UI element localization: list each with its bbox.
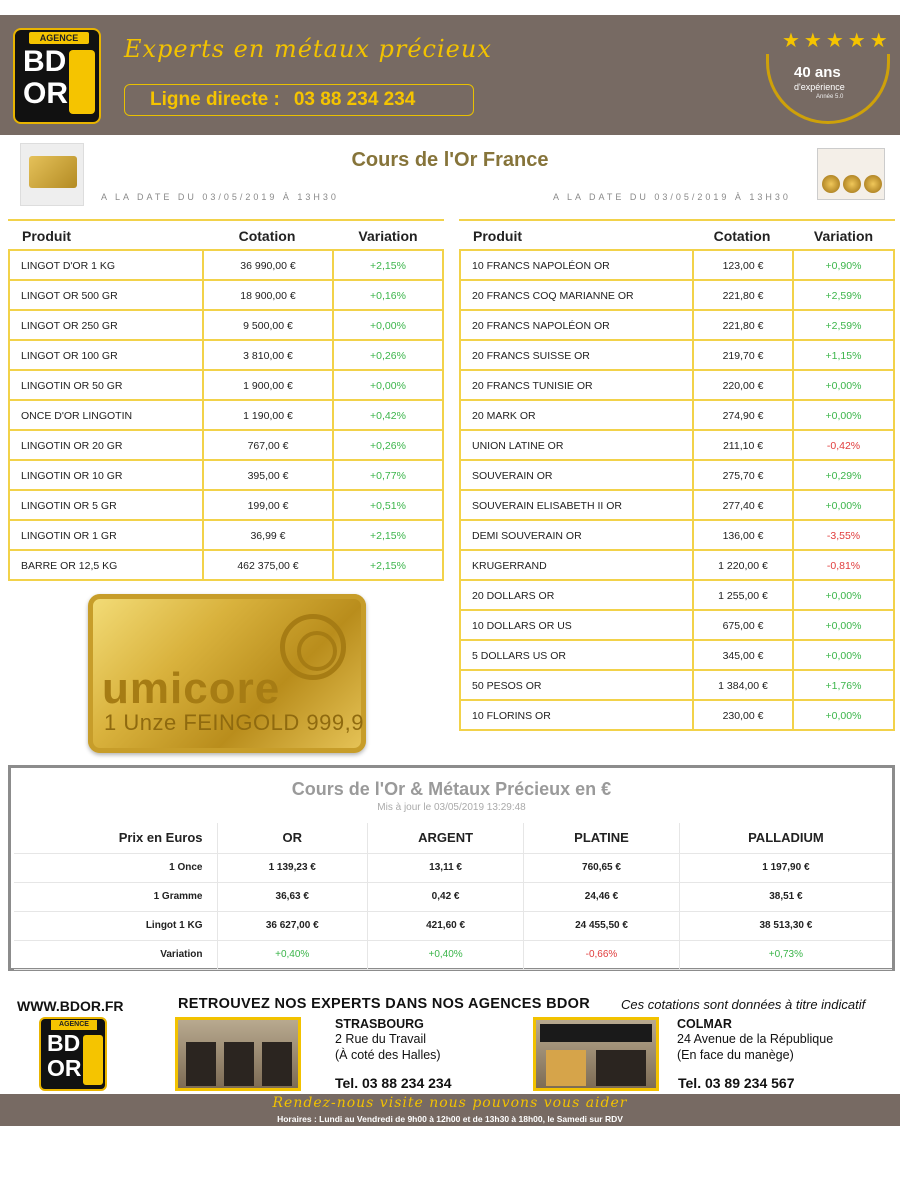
gold-bar-inscription: 1 Unze FEINGOLD 999,9 xyxy=(104,710,364,735)
product-name: 20 DOLLARS OR xyxy=(459,581,692,611)
colmar-address-line1: 24 Avenue de la République xyxy=(677,1032,834,1046)
colmar-city: COLMAR xyxy=(677,1017,732,1031)
product-name: 10 FRANCS NAPOLÉON OR xyxy=(459,251,692,281)
badge-years: 40 ans xyxy=(794,64,841,81)
metals-header-row xyxy=(14,823,892,853)
product-price: 274,90 € xyxy=(692,401,792,431)
table-row xyxy=(8,491,444,521)
product-name: DEMI SOUVERAIN OR xyxy=(459,521,692,551)
col-header-price: Cotation xyxy=(713,228,771,244)
gold-coin-icon xyxy=(843,175,861,193)
product-variation: +0,00% xyxy=(792,641,895,671)
umicore-spiral-icon xyxy=(280,614,346,680)
website-link[interactable]: WWW.BDOR.FR xyxy=(17,998,124,1014)
cell-value: 760,65 € xyxy=(524,853,680,882)
table-row xyxy=(8,521,444,551)
product-price: 1 384,00 € xyxy=(692,671,792,701)
cell-value: 36 627,00 € xyxy=(217,911,367,940)
table-row xyxy=(459,401,895,431)
product-variation: +0,26% xyxy=(332,341,444,371)
logo-agence-label: AGENCE xyxy=(51,1020,97,1030)
stars-icon: ★★★★★ xyxy=(782,30,892,52)
product-name: LINGOTIN OR 1 GR xyxy=(8,521,202,551)
metals-title: Cours de l'Or & Métaux Précieux en € xyxy=(291,779,612,799)
product-variation: +0,00% xyxy=(792,581,895,611)
coins-price-table xyxy=(459,219,895,731)
table-header xyxy=(8,221,444,251)
table-row xyxy=(8,371,444,401)
table-row xyxy=(459,281,895,311)
product-price: 230,00 € xyxy=(692,701,792,731)
product-name: LINGOTIN OR 50 GR xyxy=(8,371,202,401)
product-variation: +0,29% xyxy=(792,461,895,491)
product-variation: +0,00% xyxy=(792,701,895,731)
cell-value: 1 139,23 € xyxy=(217,853,367,882)
product-price: 675,00 € xyxy=(692,611,792,641)
product-variation: +2,15% xyxy=(332,521,444,551)
product-name: 10 DOLLARS OR US xyxy=(459,611,692,641)
product-variation: -0,81% xyxy=(792,551,895,581)
product-price: 123,00 € xyxy=(692,251,792,281)
product-name: KRUGERRAND xyxy=(459,551,692,581)
strasbourg-address-line2: (À coté des Halles) xyxy=(335,1048,441,1062)
table-row xyxy=(459,461,895,491)
disclaimer: Ces cotations sont données à titre indicatif xyxy=(621,997,866,1012)
product-name: 20 FRANCS TUNISIE OR xyxy=(459,371,692,401)
footer-banner xyxy=(0,1094,900,1126)
col-header-variation: Variation xyxy=(813,228,874,244)
product-price: 36 990,00 € xyxy=(202,251,332,281)
product-variation: +0,26% xyxy=(332,431,444,461)
metals-col-or: OR xyxy=(217,823,367,853)
product-variation: +0,90% xyxy=(792,251,895,281)
logo-or-text: OR xyxy=(47,1055,82,1081)
cell-value: 0,42 € xyxy=(367,882,523,911)
logo-gold-bar-icon xyxy=(69,50,95,114)
col-header-product: Produit xyxy=(22,228,71,244)
product-price: 136,00 € xyxy=(692,521,792,551)
table-row xyxy=(8,281,444,311)
variation-value: +0,73% xyxy=(679,940,892,969)
metals-updated: Mis à jour le 03/05/2019 13:29:48 xyxy=(377,802,526,813)
table-row xyxy=(8,251,444,281)
row-label: 1 Once xyxy=(14,853,217,882)
product-name: BARRE OR 12,5 KG xyxy=(8,551,202,581)
product-price: 3 810,00 € xyxy=(202,341,332,371)
row-label: Variation xyxy=(14,940,217,969)
direct-line-box[interactable] xyxy=(124,84,474,116)
row-label: 1 Gramme xyxy=(14,882,217,911)
product-price: 221,80 € xyxy=(692,281,792,311)
metals-row-once xyxy=(14,853,892,882)
col-header-variation: Variation xyxy=(358,228,418,244)
product-variation: +2,59% xyxy=(792,281,895,311)
product-name: 50 PESOS OR xyxy=(459,671,692,701)
product-name: 5 DOLLARS US OR xyxy=(459,641,692,671)
direct-line-number[interactable]: 03 88 234 234 xyxy=(293,89,416,110)
col-header-price: Cotation xyxy=(238,228,296,244)
cell-value: 36,63 € xyxy=(217,882,367,911)
table-row xyxy=(459,581,895,611)
product-name: 20 MARK OR xyxy=(459,401,692,431)
product-price: 221,80 € xyxy=(692,311,792,341)
table-row xyxy=(8,311,444,341)
product-name: SOUVERAIN OR xyxy=(459,461,692,491)
experience-badge xyxy=(766,28,890,128)
cell-value: 1 197,90 € xyxy=(679,853,892,882)
product-price: 345,00 € xyxy=(692,641,792,671)
variation-value: +0,40% xyxy=(217,940,367,969)
coins-thumbnail xyxy=(817,148,885,200)
product-name: LINGOTIN OR 5 GR xyxy=(8,491,202,521)
product-variation: +0,00% xyxy=(792,491,895,521)
product-price: 275,70 € xyxy=(692,461,792,491)
header-banner xyxy=(0,15,900,135)
product-name: LINGOT OR 250 GR xyxy=(8,311,202,341)
table-row xyxy=(459,431,895,461)
product-variation: +2,15% xyxy=(332,251,444,281)
product-variation: +0,00% xyxy=(792,371,895,401)
product-price: 199,00 € xyxy=(202,491,332,521)
table-row xyxy=(8,551,444,581)
product-name: 10 FLORINS OR xyxy=(459,701,692,731)
product-price: 1 255,00 € xyxy=(692,581,792,611)
product-price: 462 375,00 € xyxy=(202,551,332,581)
table-row xyxy=(459,341,895,371)
umicore-gold-bar-image xyxy=(88,594,366,753)
date-right: A LA DATE DU 03/05/2019 À 13H30 xyxy=(553,192,791,202)
strasbourg-shop-photo xyxy=(175,1017,301,1091)
product-price: 1 900,00 € xyxy=(202,371,332,401)
gold-coin-icon xyxy=(822,175,840,193)
cell-value: 38,51 € xyxy=(679,882,892,911)
table-row xyxy=(459,371,895,401)
strasbourg-city: STRASBOURG xyxy=(335,1017,424,1031)
product-variation: -0,42% xyxy=(792,431,895,461)
product-name: 20 FRANCS SUISSE OR xyxy=(459,341,692,371)
metals-col-prix: Prix en Euros xyxy=(14,823,217,853)
table-row xyxy=(459,671,895,701)
product-price: 36,99 € xyxy=(202,521,332,551)
table-row xyxy=(459,641,895,671)
table-row xyxy=(459,311,895,341)
product-variation: +1,76% xyxy=(792,671,895,701)
colmar-phone[interactable]: Tel. 03 89 234 567 xyxy=(678,1075,795,1091)
product-variation: +2,59% xyxy=(792,311,895,341)
direct-line-label: Ligne directe : xyxy=(150,89,280,110)
metals-row-gramme xyxy=(14,882,892,911)
product-name: LINGOT OR 500 GR xyxy=(8,281,202,311)
product-price: 18 900,00 € xyxy=(202,281,332,311)
metals-col-palladium: PALLADIUM xyxy=(679,823,892,853)
colmar-shop-photo xyxy=(533,1017,659,1091)
variation-value: +0,40% xyxy=(367,940,523,969)
strasbourg-address-line1: 2 Rue du Travail xyxy=(335,1032,427,1046)
badge-experience: d'expérience xyxy=(794,82,845,92)
cell-value: 13,11 € xyxy=(367,853,523,882)
agencies-heading: RETROUVEZ NOS EXPERTS DANS NOS AGENCES BDOR xyxy=(178,996,590,1012)
metals-row-variation xyxy=(14,940,892,969)
metals-table xyxy=(14,823,892,970)
product-price: 767,00 € xyxy=(202,431,332,461)
bdor-footer-logo[interactable] xyxy=(39,1017,107,1091)
precious-metals-panel xyxy=(8,765,895,971)
table-row xyxy=(8,431,444,461)
logo-agence-label: AGENCE xyxy=(29,32,89,44)
product-price: 211,10 € xyxy=(692,431,792,461)
table-row xyxy=(459,251,895,281)
bdor-logo[interactable] xyxy=(13,28,101,124)
product-variation: +1,15% xyxy=(792,341,895,371)
logo-bd-text: BD xyxy=(23,45,67,78)
logo-gold-bar-icon xyxy=(83,1035,103,1085)
product-name: LINGOTIN OR 10 GR xyxy=(8,461,202,491)
product-price: 220,00 € xyxy=(692,371,792,401)
table-row xyxy=(8,401,444,431)
strasbourg-phone[interactable]: Tel. 03 88 234 234 xyxy=(335,1075,452,1091)
variation-value: -0,66% xyxy=(524,940,680,969)
page-title: Cours de l'Or France xyxy=(351,149,549,171)
table-row xyxy=(459,611,895,641)
logo-or-text: OR xyxy=(23,77,68,110)
product-price: 1 190,00 € xyxy=(202,401,332,431)
product-name: SOUVERAIN ELISABETH II OR xyxy=(459,491,692,521)
metals-col-platine: PLATINE xyxy=(524,823,680,853)
product-variation: +0,77% xyxy=(332,461,444,491)
product-price: 277,40 € xyxy=(692,491,792,521)
table-header xyxy=(459,221,895,251)
product-variation: +0,00% xyxy=(792,611,895,641)
product-name: LINGOTIN OR 20 GR xyxy=(8,431,202,461)
opening-hours: Horaires : Lundi au Vendredi de 9h00 à 12h00 et de 13h30 à 18h00, le Samedi sur RDV xyxy=(277,1114,623,1124)
product-price: 9 500,00 € xyxy=(202,311,332,341)
colmar-address xyxy=(677,1031,833,1063)
product-variation: +0,42% xyxy=(332,401,444,431)
table-row xyxy=(459,551,895,581)
table-row xyxy=(459,521,895,551)
table-row xyxy=(8,341,444,371)
gold-coin-icon xyxy=(864,175,882,193)
strasbourg-address xyxy=(335,1031,441,1063)
product-price: 395,00 € xyxy=(202,461,332,491)
product-name: 20 FRANCS NAPOLÉON OR xyxy=(459,311,692,341)
product-name: UNION LATINE OR xyxy=(459,431,692,461)
date-left: A LA DATE DU 03/05/2019 À 13H30 xyxy=(101,192,339,202)
product-price: 1 220,00 € xyxy=(692,551,792,581)
product-name: 20 FRANCS COQ MARIANNE OR xyxy=(459,281,692,311)
cell-value: 421,60 € xyxy=(367,911,523,940)
cell-value: 24,46 € xyxy=(524,882,680,911)
gold-bar-brand: umicore xyxy=(102,664,281,713)
product-variation: -3,55% xyxy=(792,521,895,551)
product-variation: +0,51% xyxy=(332,491,444,521)
logo-bd-text: BD xyxy=(47,1030,81,1056)
product-name: LINGOT OR 100 GR xyxy=(8,341,202,371)
table-row xyxy=(459,701,895,731)
table-row xyxy=(8,461,444,491)
metals-row-lingot xyxy=(14,911,892,940)
col-header-product: Produit xyxy=(473,228,522,244)
table-row xyxy=(459,491,895,521)
product-variation: +0,00% xyxy=(332,311,444,341)
metals-col-argent: ARGENT xyxy=(367,823,523,853)
product-variation: +2,15% xyxy=(332,551,444,581)
cell-value: 24 455,50 € xyxy=(524,911,680,940)
colmar-address-line2: (En face du manège) xyxy=(677,1048,794,1062)
badge-since: Année 5.0 xyxy=(816,94,844,100)
product-name: LINGOT D'OR 1 KG xyxy=(8,251,202,281)
visit-tagline: Rendez-nous visite nous pouvons vous aider xyxy=(272,1095,628,1111)
cell-value: 38 513,30 € xyxy=(679,911,892,940)
product-price: 219,70 € xyxy=(692,341,792,371)
slogan: Experts en métaux précieux xyxy=(124,35,492,63)
product-variation: +0,16% xyxy=(332,281,444,311)
product-variation: +0,00% xyxy=(792,401,895,431)
product-variation: +0,00% xyxy=(332,371,444,401)
ingots-price-table xyxy=(8,219,444,581)
product-name: ONCE D'OR LINGOTIN xyxy=(8,401,202,431)
row-label: Lingot 1 KG xyxy=(14,911,217,940)
